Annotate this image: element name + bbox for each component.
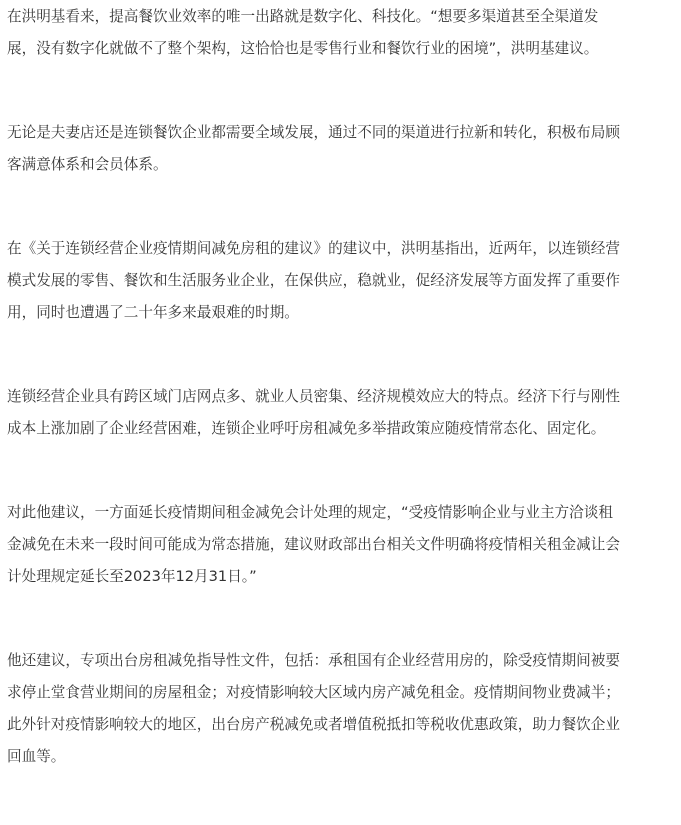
paragraph-5: 对此他建议，一方面延长疫情期间租金减免会计处理的规定，“受疫情影响企业与业主方洽谈租 金减免在未来一段时间可能成为常态措施，建议财政部出台相关文件明确将疫情相关租金减让会 计处理规定延长至2023年12月31日。” bbox=[7, 504, 620, 585]
paragraph-2: 无论是夫妻店还是连锁餐饮企业都需要全域发展，通过不同的渠道进行拉新和转化，积极布局顾 客满意体系和会员体系。 bbox=[7, 124, 620, 173]
paragraph-1: 在洪明基看来，提高餐饮业效率的唯一出路就是数字化、科技化。“想要多渠道甚至全渠道发 展，没有数字化就做不了整个架构，这恰恰也是零售行业和餐饮行业的困境”，洪明基建议。 bbox=[7, 8, 599, 57]
article-body bbox=[7, 0, 681, 825]
paragraph-6: 他还建议，专项出台房租减免指导性文件，包括：承租国有企业经营用房的，除受疫情期间被要 求停止堂食营业期间的房屋租金；对疫情影响较大区域内房产减免租金。疫情期间物业费减半； 此外针对疫情影响较大的地区，出台房产税减免或者增值税抵扣等税收优惠政策，助力餐饮企业 回血等。 bbox=[7, 652, 620, 765]
paragraph-4: 连锁经营企业具有跨区域门店网点多、就业人员密集、经济规模效应大的特点。经济下行与刚性 成本上涨加剧了企业经营困难，连锁企业呼吁房租减免多举措政策应随疫情常态化、固定化。 bbox=[7, 388, 620, 437]
paragraph-3: 在《关于连锁经营企业疫情期间减免房租的建议》的建议中，洪明基指出，近两年，以连锁经营 模式发展的零售、餐饮和生活服务业企业，在保供应，稳就业，促经济发展等方面发挥了重要作 用，同时也遭遇了二十年多来最艰难的时期。 bbox=[7, 240, 620, 321]
